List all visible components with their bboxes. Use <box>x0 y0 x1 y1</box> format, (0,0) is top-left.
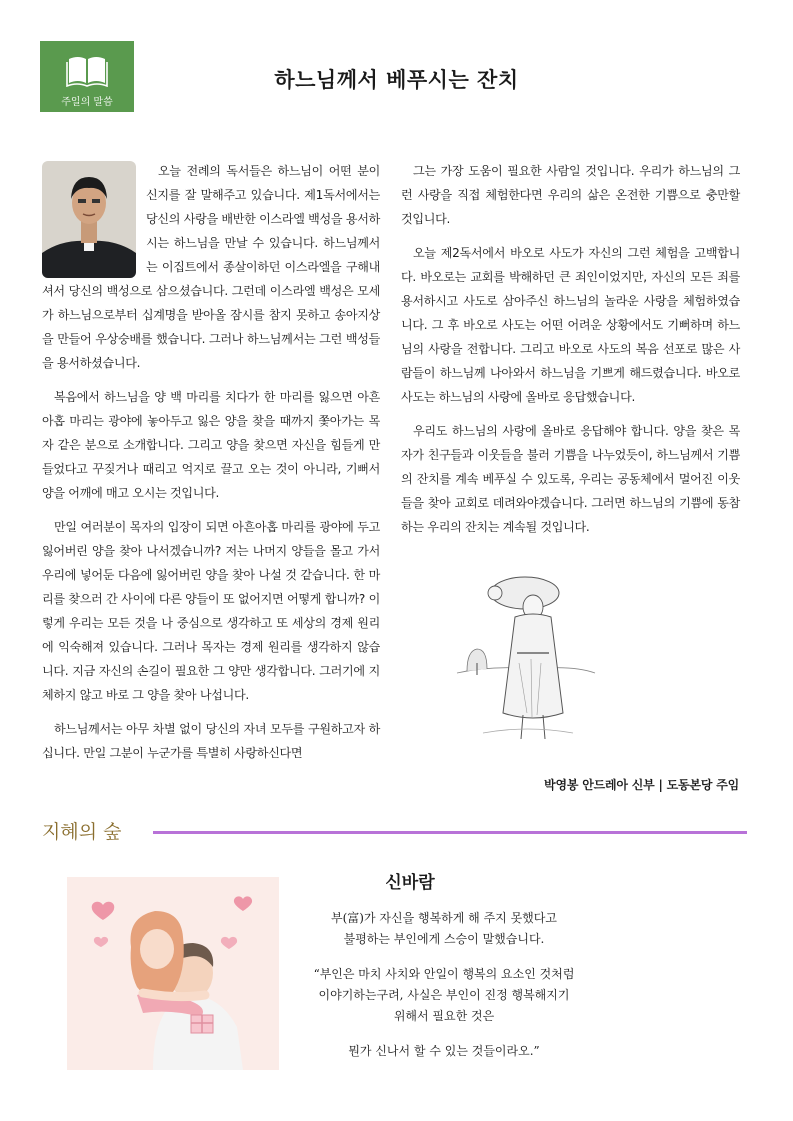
poem-title: 신바람 <box>385 873 435 893</box>
paragraph: 복음에서 하느님을 양 백 마리를 치다가 한 마리를 잃으면 아흔아홉 마리는 광야에 놓아두고 잃은 양을 찾을 때까지 쫓아가는 목자 같은 분으로 소개합니다. 그리고 양을 찾으면 자신을 힘들게 만들었다고 꾸짖거나 때리고 억지로 끌고 오는 것이 아니라, 기뻐서 양을 어깨에 매고 오시는 것입니다. <box>42 390 380 500</box>
article-column-right <box>401 159 740 549</box>
section-label: 지혜의 숲 <box>42 821 122 843</box>
author-portrait <box>42 161 136 278</box>
page-title: 하느님께서 베푸시는 잔치 <box>274 68 519 92</box>
author-credit: 박영봉 안드레아 신부 | 도동본당 주임 <box>544 778 739 792</box>
shepherd-with-sheep-illustration <box>453 563 599 749</box>
article-column-left <box>42 159 380 775</box>
paragraph: 하느님께서는 아무 차별 없이 당신의 자녀 모두를 구원하고자 하십니다. 만일 그분이 누군가를 특별히 사랑하신다면 <box>42 722 380 760</box>
poem-line: 이야기하는구려, 사실은 부인이 진정 행복해지기 <box>318 988 570 1002</box>
paragraph: 그는 가장 도움이 필요한 사람일 것입니다. 우리가 하느님의 그런 사랑을 직접 체험한다면 우리의 삶은 온전한 기쁨으로 충만할 것입니다. <box>401 164 740 226</box>
poem-body <box>278 908 610 1062</box>
paragraph: 만일 여러분이 목자의 입장이 되면 아흔아홉 마리를 광야에 두고 잃어버린 양을 찾아 나서겠습니까? 저는 나머지 양들을 몰고 가서 우리에 넣어둔 다음에 잃어버린 양을 찾아 나설 것 같습니다. 한 마리를 찾으러 간 사이에 다른 양들이 또 없어지면 어떻게 합니까? 이렇게 우리는 모든 것을 나 중심으로 생각하고 또 세상의 경제 원리에 익숙해져 있습니다. 그러나 목자는 경제 원리를 생각하지 않습니다. 지금 자신의 손길이 필요한 그 양만 생각합니다. 그러기에 지체하지 않고 바로 그 양을 찾아 나섭니다. <box>42 520 380 702</box>
poem-line: 뭔가 신나서 할 수 있는 것들이라오.” <box>348 1044 540 1058</box>
badge-label: 주일의 말씀 <box>61 97 113 108</box>
poem-line: 불평하는 부인에게 스승이 말했습니다. <box>343 932 545 946</box>
paragraph: 우리도 하느님의 사랑에 올바로 응답해야 합니다. 양을 찾은 목자가 친구들과 이웃들을 불러 기쁨을 나누었듯이, 하느님께서 기쁨의 잔치를 계속 베푸실 수 있도록, 우리는 공동체에서 멀어진 이웃들을 찾아 교회로 데려와야겠습니다. 그러면 하느님의 기쁨에 동참하는 우리의 잔치는 계속될 것입니다. <box>401 424 740 534</box>
poem-line: 부(富)가 자신을 행복하게 해 주지 못했다고 <box>331 911 557 925</box>
paragraph: 오늘 전례의 독서들은 하느님이 어떤 분이신지를 잘 말해주고 있습니다. 제1독서에서는 당신의 사랑을 배반한 이스라엘 백성을 용서하시는 하느님을 만날 수 있습니다. 하느님께서는 이집트에서 종살이하던 이스라엘을 구해내셔서 당신의 백성으로 삼으셨습니다. 그런데 이스라엘 백성은 모세가 하느님으로부터 십계명을 받아올 잠시를 참지 못하고 송아지상을 만들어 우상숭배를 했습니다. 그러나 하느님께서는 그런 백성들을 용서하셨습니다. <box>42 164 380 370</box>
poem-line: 위해서 필요한 것은 <box>393 1009 495 1023</box>
couple-hug-illustration <box>67 877 279 1070</box>
poem-line: “부인은 마치 사치와 안일이 행복의 요소인 것처럼 <box>313 967 575 981</box>
paragraph: 오늘 제2독서에서 바오로 사도가 자신의 그런 체험을 고백합니다. 바오로는 교회를 박해하던 큰 죄인이었지만, 자신의 모든 죄를 용서하시고 사도로 삼아주신 하느님의 놀라운 사랑을 체험하였습니다. 그 후 바오로 사도는 어떤 어려운 상황에서도 기뻐하며 하느님의 사랑을 전합니다. 그리고 바오로 사도의 복음 선포로 많은 사람들이 하느님께 나아와서 하느님을 기쁘게 해드렸습니다. 바오로 사도는 하느님의 사랑에 올바로 응답했습니다. <box>401 246 740 404</box>
section-divider <box>153 831 747 834</box>
